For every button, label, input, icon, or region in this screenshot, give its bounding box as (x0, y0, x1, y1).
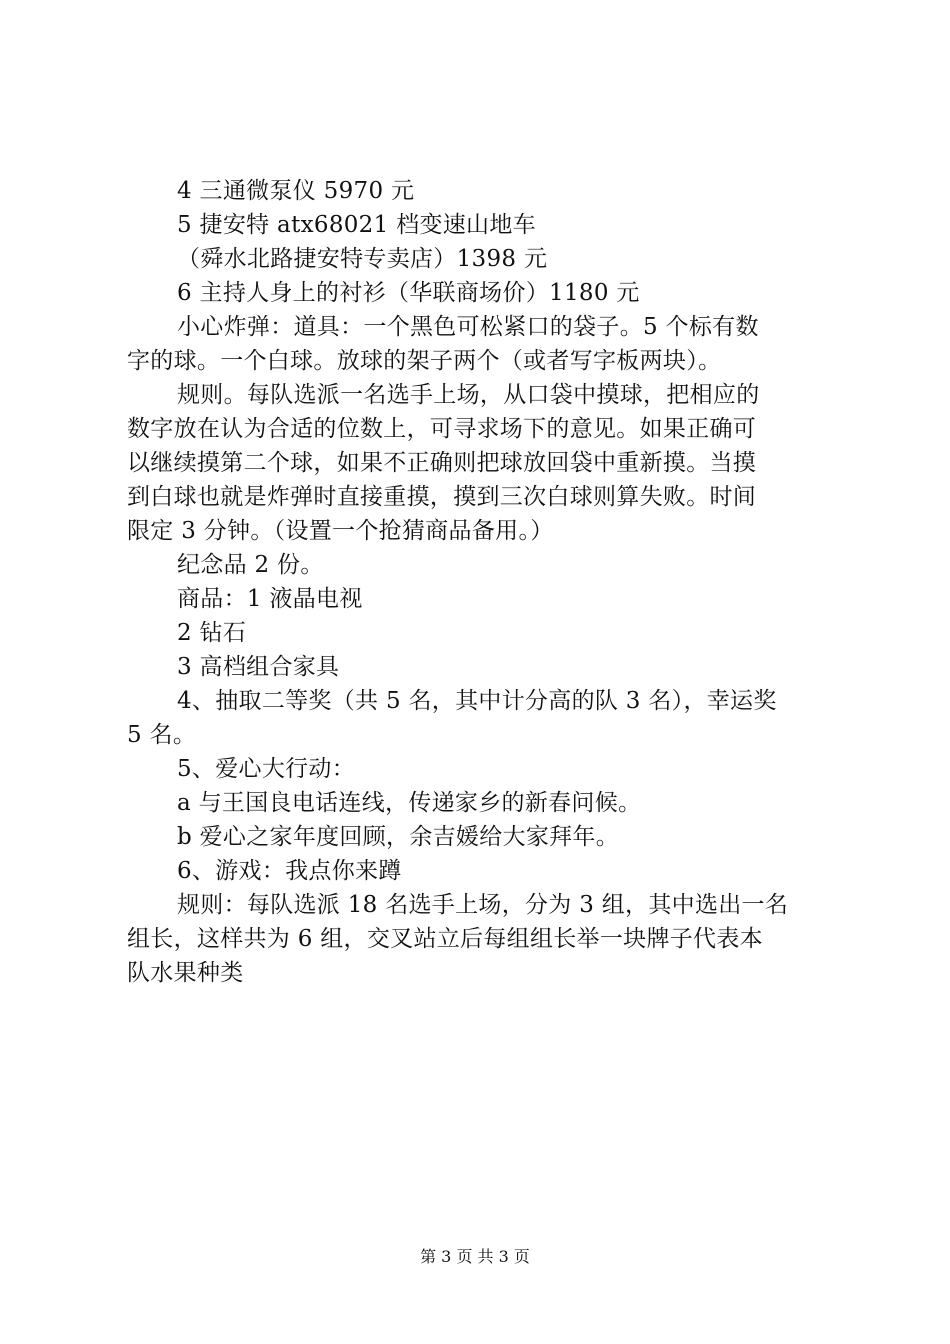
paragraph-line: 以继续摸第二个球，如果不正确则把球放回袋中重新摸。当摸 (127, 450, 757, 476)
goods-item-3: 3 高档组合家具 (177, 654, 340, 680)
souvenir-line: 纪念品 2 份。 (177, 552, 324, 578)
prize-item-4: 4 三通微泵仪 5970 元 (177, 178, 415, 204)
prize-item-5-store: （舜水北路捷安特专卖店）1398 元 (177, 246, 548, 272)
love-action-item-b: b 爱心之家年度回顾，余吉媛给大家拜年。 (177, 824, 620, 850)
paragraph-line: 到白球也就是炸弹时直接重摸，摸到三次白球则算失败。时间 (127, 484, 757, 510)
paragraph-line: 规则。每队选派一名选手上场，从口袋中摸球，把相应的 (177, 382, 760, 408)
page-footer: 第 3 页 共 3 页 (420, 1247, 530, 1266)
paragraph-line: 数字放在认为合适的位数上，可寻求场下的意见。如果正确可 (127, 416, 757, 442)
game-heading: 6、游戏：我点你来蹲 (177, 858, 402, 884)
document-body (127, 174, 839, 990)
paragraph-line: 字的球。一个白球。放球的架子两个（或者写字板两块）。 (127, 348, 722, 374)
paragraph-line: 小心炸弹：道具：一个黑色可松紧口的袋子。5 个标有数 (177, 314, 759, 340)
second-prize-paragraph (127, 684, 839, 752)
goods-item-2: 2 钻石 (177, 620, 247, 646)
bomb-rules-paragraph (127, 378, 839, 548)
paragraph-line: 5 名。 (127, 722, 197, 748)
paragraph-line: 规则：每队选派 18 名选手上场，分为 3 组，其中选出一名 (177, 892, 789, 918)
paragraph-line: 组长，这样共为 6 组，交叉站立后每组组长举一块牌子代表本 (127, 926, 763, 952)
goods-item-1: 商品：1 液晶电视 (177, 586, 363, 612)
love-action-item-a: a 与王国良电话连线，传递家乡的新春问候。 (177, 790, 642, 816)
paragraph-line: 限定 3 分钟。（设置一个抢猜商品备用。） (127, 518, 554, 544)
paragraph-line: 队水果种类 (127, 960, 244, 986)
prize-item-5: 5 捷安特 atx68021 档变速山地车 (177, 212, 536, 238)
bomb-game-paragraph (127, 310, 839, 378)
prize-item-6: 6 主持人身上的衬衫（华联商场价）1180 元 (177, 280, 640, 306)
paragraph-line: 4、抽取二等奖（共 5 名，其中计分高的队 3 名），幸运奖 (177, 688, 777, 714)
love-action-heading: 5、爱心大行动： (177, 756, 356, 782)
game-rules-paragraph (127, 888, 839, 990)
